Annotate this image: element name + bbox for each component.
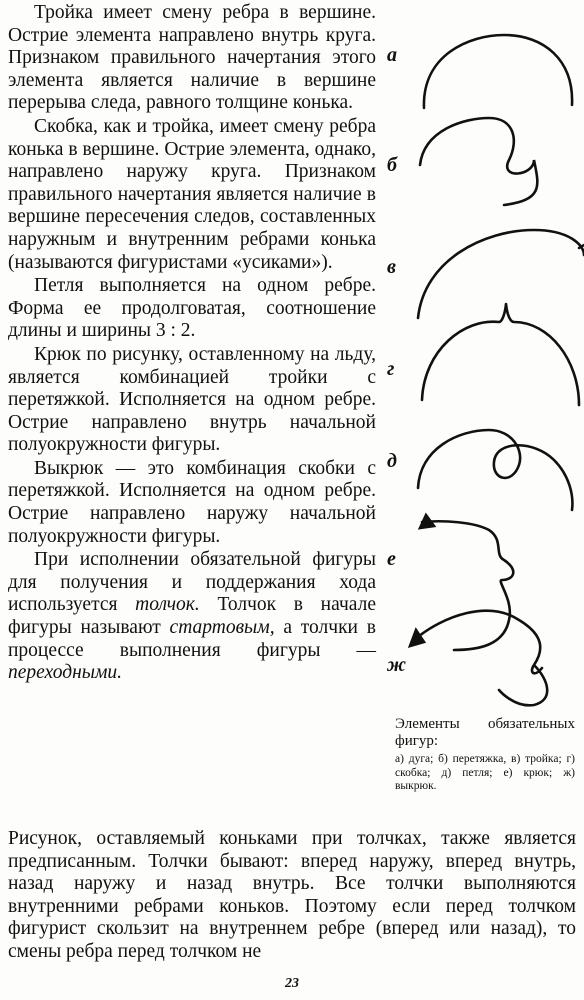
paragraph-skobka: Скобка, как и тройка, имеет смену ребра конька в вершине. Острие элемента, однако, направлено наружу круга. Признаком правильного начертания является наличие в вершине пересечения следов, составленных наружным и внутренним ребрами конька (называются фигуристами «усиками»). — [8, 115, 376, 273]
caption-title: Элементы обязательных фигур: — [395, 716, 575, 749]
paragraph-vykryuk: Выкрюк — это комбинация скобки с перетяжкой. Исполняется на одном ребре. Острие направлено наружу начальной полуокружности фигуры. — [8, 457, 376, 547]
figure-elements — [384, 0, 584, 710]
paragraph-tolchok: При исполнении обязательной фигуры для получения и поддержания хода используется толчок. Толчок в начале фигуры называют стартовым, а толчки в процессе выполнения фигуры — переходными. — [8, 549, 376, 684]
figure-label-zh: ж — [387, 654, 407, 676]
troika-drawing — [418, 230, 584, 318]
peretyazhka-drawing — [420, 118, 537, 205]
figure-label-e: е — [387, 548, 396, 570]
figure-drawings — [384, 0, 584, 710]
figure-label-b: б — [387, 154, 397, 176]
page-number: 23 — [285, 976, 299, 991]
text-column — [8, 2, 376, 686]
text-continuation — [8, 828, 576, 964]
paragraph-troika: Тройка имеет смену ребра в вершине. Острие элемента направлено внутрь круга. Признаком правильного начертания этого элемента является наличие в вершине перерыва следа, равного толщине конька. — [8, 2, 376, 114]
paragraph-tolchok-continued: Рисунок, оставляемый коньками при толчках, также является предписанным. Толчки бывают: вперед наружу, вперед внутрь, назад наружу и назад внутрь. Все толчки выполняются внутренними ребрами коньков. Поэтому если перед толчком фигурист скользит на внутреннем ребре (вперед или назад), то смены ребра перед толчком не — [8, 828, 576, 962]
skobka-drawing — [422, 304, 579, 405]
figure-label-v: в — [387, 256, 396, 278]
figure-label-g: г — [387, 358, 395, 380]
paragraph-petlya: Петля выполняется на одном ребре. Форма ее продолговатая, соотношение длины и ширины 3 : 2. — [8, 275, 376, 342]
figure-caption — [395, 716, 575, 794]
figure-label-d: д — [387, 450, 397, 472]
vykryuk-drawing — [414, 611, 547, 706]
arc-drawing — [424, 35, 572, 108]
paragraph-kryuk: Крюк по рисунку, оставленному на льду, является комбинацией тройки с перетяжкой. Исполняется на одном ребре. Острие направлено внутрь начальной полуокружности фигуры. — [8, 343, 376, 456]
caption-legend: а) дуга; б) перетяжка, в) тройка; г) скобка; д) петля; е) крюк; ж) выкрюк. — [395, 753, 575, 792]
petlya-drawing — [418, 430, 572, 510]
figure-label-a: а — [387, 44, 397, 66]
kryuk-drawing — [422, 521, 513, 650]
